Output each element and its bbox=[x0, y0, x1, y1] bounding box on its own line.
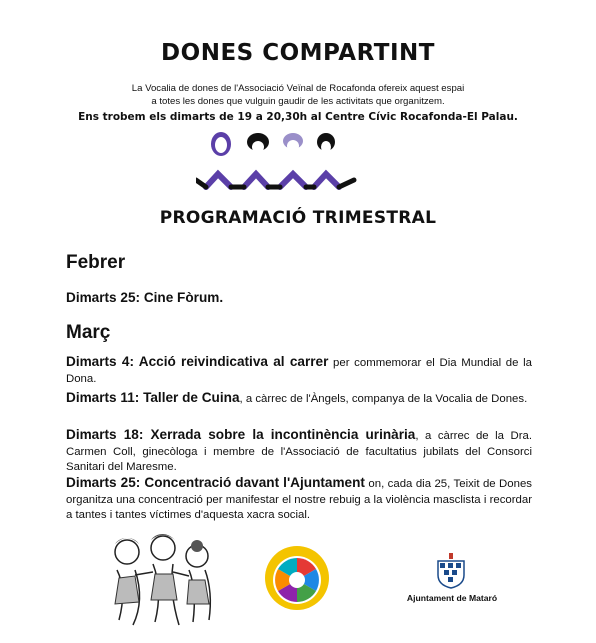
list-item bbox=[66, 390, 532, 408]
ajuntament-label: Ajuntament de Mataró bbox=[406, 593, 498, 603]
intro-line-1: La Vocalia de dones de l'Associació Veïnal de Rocafonda ofereix aquest espai bbox=[131, 83, 465, 94]
item-text: on, cada dia 25, Teixit de Dones organitza una concentració per manifestar el nostre rebuig a la violència masclista i recordar a tantes i tantes víctimes d'aquesta xacra social. bbox=[66, 478, 532, 521]
list-item bbox=[66, 427, 532, 476]
item-title: Dimarts 18: Xerrada sobre la incontinència urinària bbox=[66, 427, 416, 442]
item-title: Dimarts 11: Taller de Cuina bbox=[66, 390, 240, 405]
ajuntament-logo bbox=[382, 553, 522, 613]
item-text: , a càrrec de l'Àngels, companya de la Vocalia de Dones. bbox=[239, 393, 528, 405]
program-title: PROGRAMACIÓ TRIMESTRAL bbox=[159, 208, 437, 228]
item-text: per commemorar el Dia Mundial de la Dona. bbox=[66, 357, 532, 385]
month-heading-marc: Març bbox=[66, 322, 111, 343]
meeting-info: Ens trobem els dimarts de 19 a 20,30h al Centre Cívic Rocafonda-El Palau. bbox=[78, 111, 518, 123]
item-title: Dimarts 25: Cine Fòrum. bbox=[66, 290, 224, 305]
list-item bbox=[66, 290, 532, 308]
list-item bbox=[66, 354, 532, 387]
list-item bbox=[66, 475, 532, 524]
item-title: Dimarts 25: Concentració davant l'Ajuntament bbox=[66, 475, 365, 490]
month-heading-febrer: Febrer bbox=[66, 252, 126, 273]
children-dancing-image bbox=[105, 530, 220, 630]
item-title: Dimarts 4: Acció reivindicativa al carrer bbox=[66, 354, 329, 369]
intro-text bbox=[60, 82, 536, 108]
page-title: DONES COMPARTINT bbox=[161, 40, 435, 66]
intro-line-2: a totes les dones que vulguin gaudir de les activitats que organitzem. bbox=[151, 96, 445, 107]
item-text: , a càrrec de la Dra. Carmen Coll, ginecòloga i membre de l'Associació de facultatius jubilats del Consorci Sanitari del Maresme. bbox=[66, 430, 532, 473]
association-logo-icon bbox=[264, 545, 330, 611]
women-group-icon bbox=[196, 132, 366, 192]
ajuntament-shield-icon bbox=[434, 553, 468, 589]
